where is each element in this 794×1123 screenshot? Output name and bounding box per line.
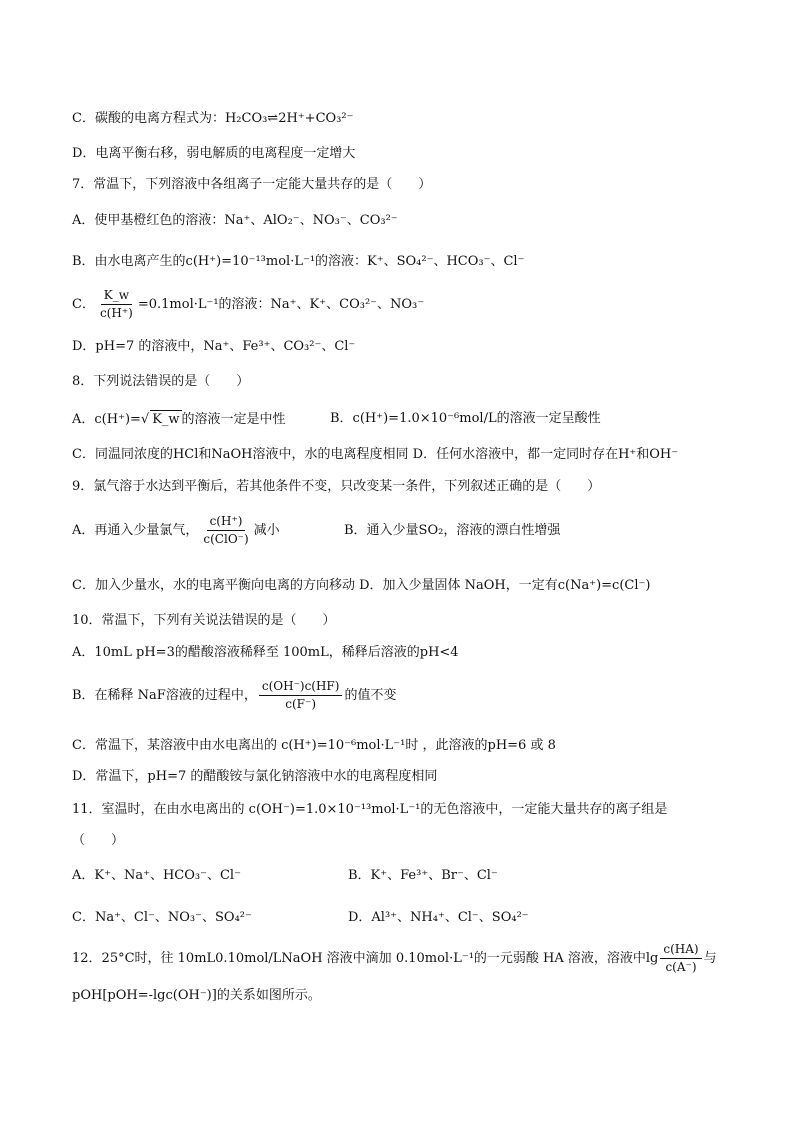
- q7-option-c: [72, 288, 424, 322]
- q12-stem-line2: pOH[pOH=-lgc(OH⁻)]的关系如图所示。: [72, 988, 321, 1003]
- q12-stem-fraction: [660, 942, 701, 975]
- q10-option-b-prefix: B．在稀释 NaF溶液的过程中，: [72, 688, 257, 703]
- q8-option-a: A．c(H⁺)=√ K_w 的溶液一定是中性: [72, 412, 286, 427]
- q12-stem-suffix: 与: [703, 951, 717, 966]
- q12-stem-denominator: c(A⁻): [665, 960, 697, 974]
- q6-option-c: C．碳酸的电离方程式为：H₂CO₃⇌2H⁺+CO₃²⁻: [72, 111, 354, 126]
- q11-option-a: A．K⁺、Na⁺、HCO₃⁻、Cl⁻: [72, 868, 241, 883]
- q8-option-b: B．c(H⁺)=1.0×10⁻⁶mol/L的溶液一定呈酸性: [330, 411, 601, 426]
- q8-option-cd: C．同温同浓度的HCl和NaOH溶液中，水的电离程度相同 D．任何水溶液中，都一定同时存在H⁺和OH⁻: [72, 447, 679, 462]
- q9-stem: 9．氯气溶于水达到平衡后，若其他条件不变，只改变某一条件，下列叙述正确的是（ ）: [72, 479, 601, 494]
- q10-option-b: [72, 677, 396, 715]
- q7-option-c-suffix: =0.1mol·L⁻¹的溶液：Na⁺、K⁺、CO₃²⁻、NO₃⁻: [137, 297, 425, 312]
- q7-option-b: B．由水电离产生的c(H⁺)=10⁻¹³mol·L⁻¹的溶液：K⁺、SO₄²⁻、HCO₃⁻、Cl⁻: [72, 254, 525, 269]
- q11-stem: 11．室温时，在由水电离出的 c(OH⁻)=1.0×10⁻¹³mol·L⁻¹的无色溶液中，一定能大量共存的离子组是: [72, 802, 668, 817]
- q7-option-d: D．pH=7 的溶液中，Na⁺、Fe³⁺、CO₃²⁻、Cl⁻: [72, 339, 356, 354]
- q8-option-a-suffix: 的溶液一定是中性: [181, 412, 286, 427]
- q7-option-c-fraction: [97, 288, 136, 321]
- q10-option-d: D．常温下，pH=7 的醋酸铵与氯化钠溶液中水的电离程度相同: [72, 769, 438, 784]
- q8-stem: 8．下列说法错误的是（ ）: [72, 374, 250, 389]
- q12-stem-prefix: 12．25°C时，往 10mL0.10mol/LNaOH 溶液中滴加 0.10mol·L⁻¹的一元弱酸 HA 溶液，溶液中lg: [72, 951, 659, 966]
- q7-option-a: A．使甲基橙红色的溶液：Na⁺、AlO₂⁻、NO₃⁻、CO₃²⁻: [72, 213, 398, 228]
- q10-option-b-suffix: 的值不变: [344, 688, 397, 703]
- q9-option-a-numerator: c(H⁺): [207, 514, 246, 531]
- q9-option-cd: C．加入少量水，水的电离平衡向电离的方向移动 D．加入少量固体 NaOH，一定有c(Na⁺)=c(Cl⁻): [72, 578, 651, 593]
- q8-option-a-prefix: A．c(H⁺)=: [72, 412, 141, 427]
- q11-stem-paren: （ ）: [72, 833, 125, 848]
- q9-option-a-fraction: [200, 514, 251, 547]
- q10-option-a: A．10mL pH=3的醋酸溶液稀释至 100mL，稀释后溶液的pH<4: [72, 645, 459, 660]
- q12-stem-numerator: c(HA): [660, 942, 701, 959]
- q6-option-d: D．电离平衡右移，弱电解质的电离程度一定增大: [72, 146, 356, 161]
- q10-option-c: C．常温下，某溶液中由水电离出的 c(H⁺)=10⁻⁶mol·L⁻¹时 ，此溶液的pH=6 或 8: [72, 738, 556, 753]
- q9-option-a: [72, 513, 280, 549]
- q7-stem: 7．常温下，下列溶液中各组离子一定能大量共存的是（ ）: [72, 177, 432, 192]
- q10-option-b-denominator: c(F⁻): [285, 697, 317, 711]
- q9-option-a-denominator: c(ClO⁻): [203, 532, 249, 546]
- q9-option-a-suffix: 减小: [253, 523, 280, 538]
- q7-option-c-denominator: c(H⁺): [99, 306, 133, 320]
- q10-option-b-fraction: [259, 679, 343, 712]
- q7-option-c-numerator: K_w: [101, 288, 132, 305]
- q10-stem: 10．常温下，下列有关说法错误的是（ ）: [72, 613, 336, 628]
- q10-option-b-numerator: c(OH⁻)c(HF): [259, 679, 343, 696]
- q7-option-c-prefix: C．: [72, 297, 95, 312]
- q11-option-c: C．Na⁺、Cl⁻、NO₃⁻、SO₄²⁻: [72, 910, 252, 925]
- q11-option-b: B．K⁺、Fe³⁺、Br⁻、Cl⁻: [348, 868, 498, 883]
- q11-option-d: D．Al³⁺、NH₄⁺、Cl⁻、SO₄²⁻: [348, 910, 529, 925]
- q8-option-a-root: K_w: [152, 412, 180, 427]
- q9-option-a-prefix: A．再通入少量氯气，: [72, 523, 199, 538]
- q12-stem: [72, 941, 717, 977]
- q9-option-b: B．通入少量SO₂，溶液的漂白性增强: [344, 523, 561, 538]
